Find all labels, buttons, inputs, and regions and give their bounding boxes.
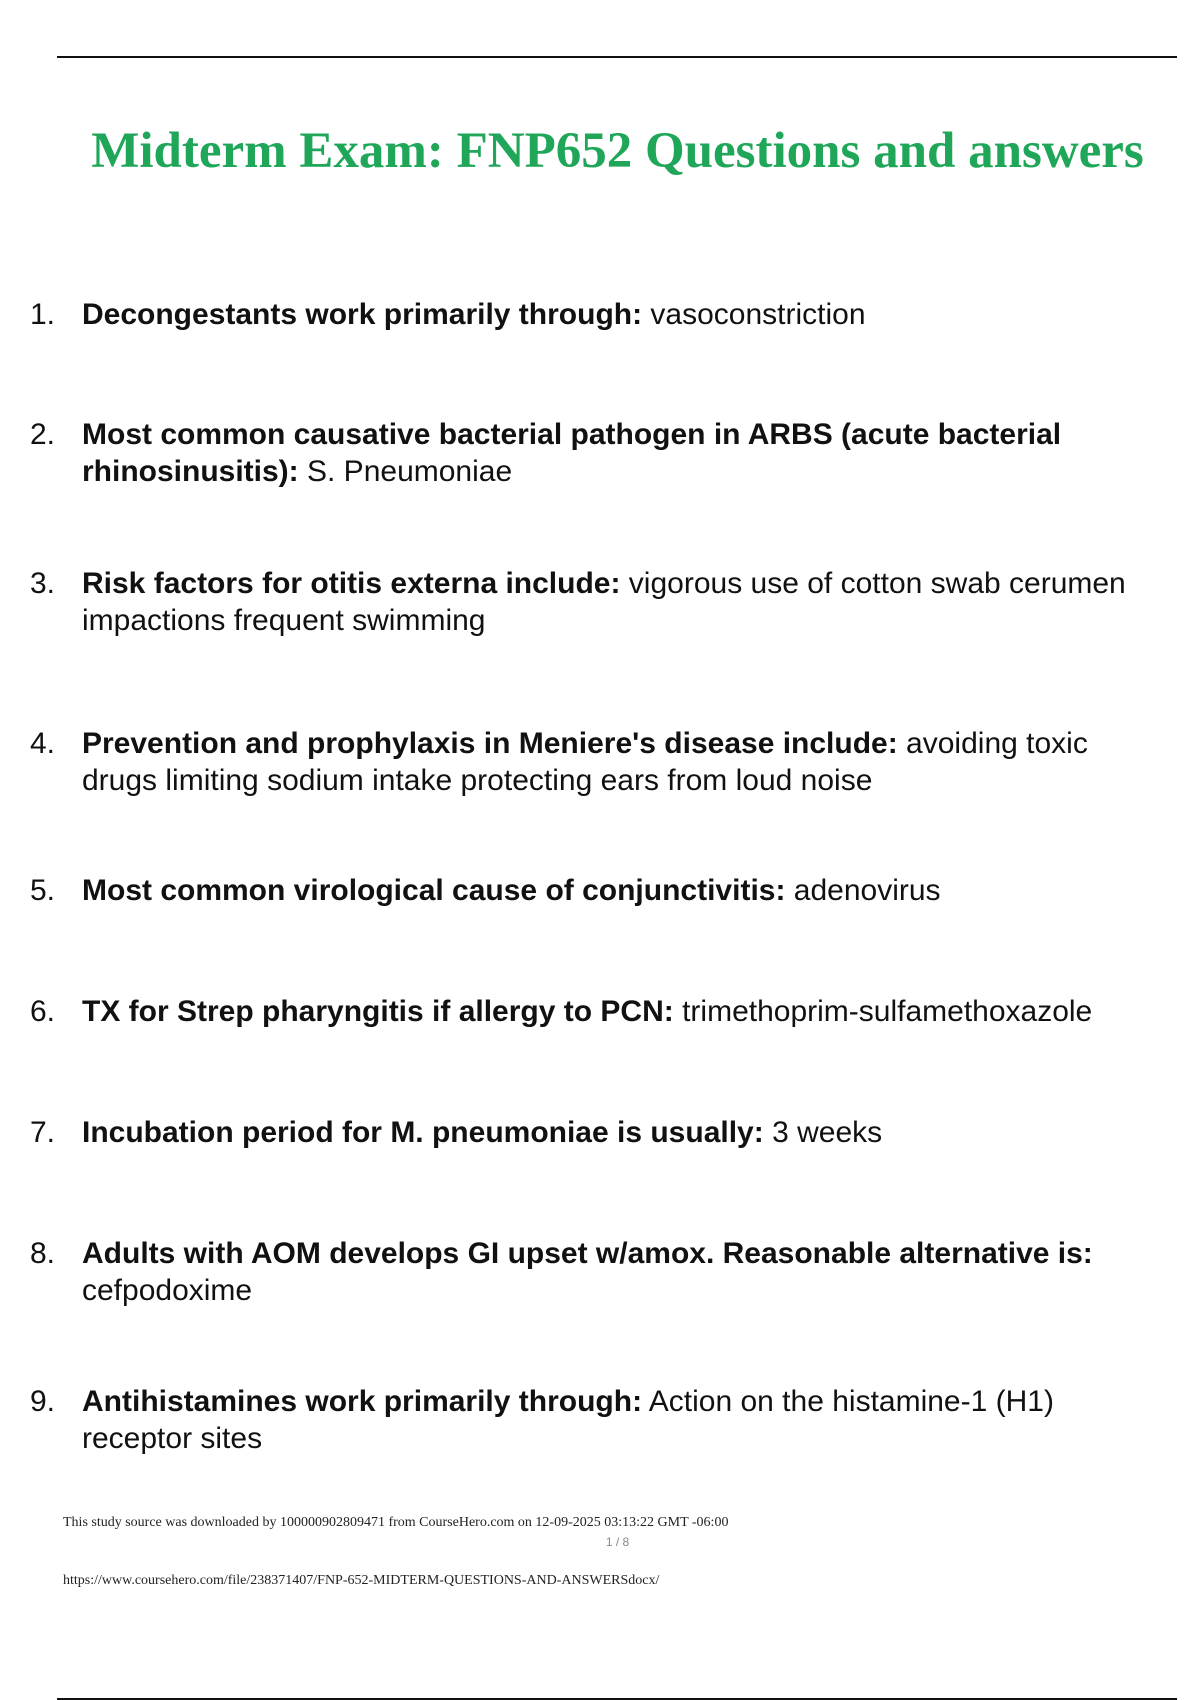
- question-text: Incubation period for M. pneumoniae is usually:: [82, 1116, 764, 1149]
- question-text: TX for Strep pharyngitis if allergy to PCN:: [82, 995, 674, 1028]
- question-number: 5.: [30, 874, 56, 907]
- question-number: 4.: [30, 727, 56, 760]
- question-text-continued: rhinosinusitis):: [82, 455, 299, 488]
- answer-text: Action on the histamine-1 (H1): [642, 1385, 1054, 1418]
- question-number: 7.: [30, 1116, 56, 1149]
- answer-text: S. Pneumoniae: [298, 455, 513, 488]
- answer-text-continued: drugs limiting sodium intake protecting ears from loud noise: [82, 764, 873, 797]
- question-body: [82, 1383, 1200, 1457]
- question-body: [82, 993, 1200, 1030]
- answer-text: cefpodoxime: [82, 1274, 253, 1307]
- question-body: [82, 725, 1200, 799]
- answer-text-continued: impactions frequent swimming: [82, 604, 486, 637]
- answer-text: 3 weeks: [763, 1116, 883, 1149]
- question-number: 9.: [30, 1385, 56, 1418]
- question-text: Decongestants work primarily through:: [82, 298, 643, 331]
- top-divider: [57, 56, 1177, 58]
- question-number: 2.: [30, 418, 56, 451]
- question-text: Most common virological cause of conjunctivitis:: [82, 874, 786, 907]
- question-number: 3.: [30, 567, 56, 600]
- question-number: 1.: [30, 298, 56, 331]
- download-source-notice: This study source was downloaded by 100000902809471 from CourseHero.com on 12-09-2025 03:13:22 GMT -06:00: [63, 1515, 729, 1530]
- question-body: [82, 1235, 1200, 1309]
- question-number: 6.: [30, 995, 56, 1028]
- page-indicator: 1 / 8: [605, 1535, 630, 1549]
- answer-text-continued: receptor sites: [82, 1422, 263, 1455]
- question-text: Adults with AOM develops GI upset w/amox. Reasonable alternative is:: [82, 1237, 1093, 1270]
- answer-text: adenovirus: [785, 874, 941, 907]
- question-body: [82, 296, 1200, 333]
- question-number: 8.: [30, 1237, 56, 1270]
- answer-text: trimethoprim-sulfamethoxazole: [673, 995, 1093, 1028]
- question-body: [82, 416, 1200, 490]
- question-text: Most common causative bacterial pathogen in ARBS (acute bacterial: [82, 418, 1062, 451]
- question-body: [82, 565, 1200, 639]
- question-text: Risk factors for otitis externa include:: [82, 567, 621, 600]
- question-body: [82, 872, 1200, 909]
- question-text: Antihistamines work primarily through:: [82, 1385, 643, 1418]
- answer-text: vigorous use of cotton swab cerumen: [620, 567, 1126, 600]
- source-url: https://www.coursehero.com/file/238371407/FNP-652-MIDTERM-QUESTIONS-AND-ANSWERSdocx/: [63, 1573, 660, 1588]
- answer-text: vasoconstriction: [642, 298, 866, 331]
- question-text: Prevention and prophylaxis in Meniere's disease include:: [82, 727, 898, 760]
- answer-text: avoiding toxic: [897, 727, 1088, 760]
- document-title: Midterm Exam: FNP652 Questions and answers: [91, 123, 1144, 179]
- question-body: [82, 1114, 1200, 1151]
